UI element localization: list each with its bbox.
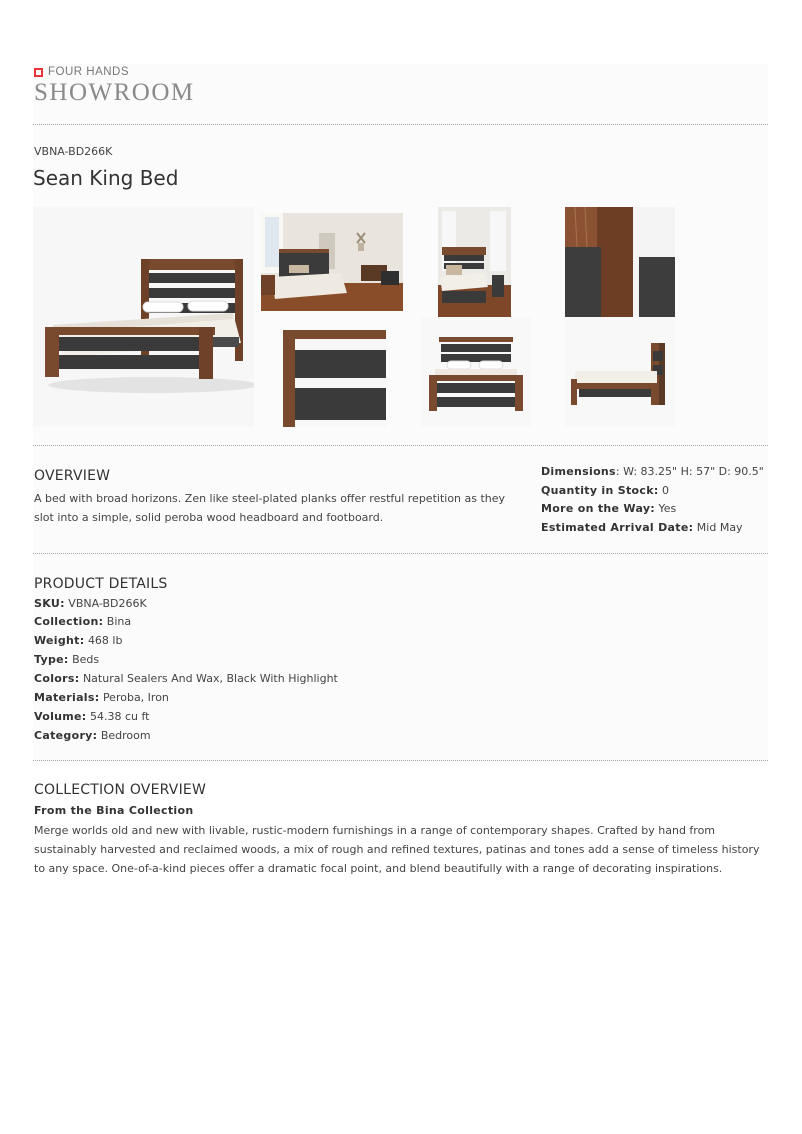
detail-volume: Volume: 54.38 cu ft — [34, 710, 150, 723]
overview-text: A bed with broad horizons. Zen like steel-plated planks offer restful repetition as they slot into a simple, solid peroba wood headboard and footboard. — [34, 492, 506, 524]
spec-more-on-way: More on the Way: Yes — [541, 502, 677, 515]
spec-quantity: Quantity in Stock: 0 — [541, 484, 670, 497]
headboard-detail-image[interactable] — [283, 330, 386, 427]
product-sku-label: VBNA-BD266K — [34, 145, 113, 158]
product-details-heading: PRODUCT DETAILS — [34, 576, 168, 592]
room-scene-image[interactable] — [261, 213, 403, 311]
detail-colors: Colors: Natural Sealers And Wax, Black With Highlight — [34, 672, 338, 685]
showroom-title: SHOWROOM — [34, 79, 195, 106]
collection-text: Merge worlds old and new with livable, rustic-modern furnishings in a range of contemporary shapes. Crafted by hand from sustainably harvested and reclaimed woods, a mix of rough and refined textures, patinas and tones add a sense of timeless history to any space. One-of-a-kind pieces offer a dramatic focal point, and blend beautifully with a range of decorating inspirations. — [34, 824, 760, 875]
corner-detail-image[interactable] — [565, 207, 675, 317]
detail-materials: Materials: Peroba, Iron — [34, 691, 169, 704]
detail-weight: Weight: 468 lb — [34, 634, 123, 647]
divider — [33, 124, 768, 125]
detail-type: Type: Beds — [34, 653, 100, 666]
main-product-image[interactable] — [33, 207, 254, 427]
divider — [33, 445, 768, 446]
divider — [33, 760, 768, 761]
brand-square-icon — [34, 68, 43, 77]
detail-collection: Collection: Bina — [34, 615, 132, 628]
detail-sku: SKU: VBNA-BD266K — [34, 597, 147, 610]
side-view-image[interactable] — [565, 317, 675, 427]
product-title: Sean King Bed — [33, 166, 179, 190]
collection-overview-heading: COLLECTION OVERVIEW — [34, 782, 206, 798]
spec-dimensions: Dimensions: W: 83.25" H: 57" D: 90.5" — [541, 465, 764, 478]
spec-arrival: Estimated Arrival Date: Mid May — [541, 521, 743, 534]
brand-name: FOUR HANDS — [48, 66, 130, 78]
brand-logo — [34, 66, 195, 107]
detail-category: Category: Bedroom — [34, 729, 151, 742]
divider — [33, 553, 768, 554]
collection-subheading: From the Bina Collection — [34, 804, 194, 817]
front-view-image[interactable] — [421, 317, 531, 427]
room-tall-image[interactable] — [438, 207, 511, 317]
overview-heading: OVERVIEW — [34, 468, 111, 484]
